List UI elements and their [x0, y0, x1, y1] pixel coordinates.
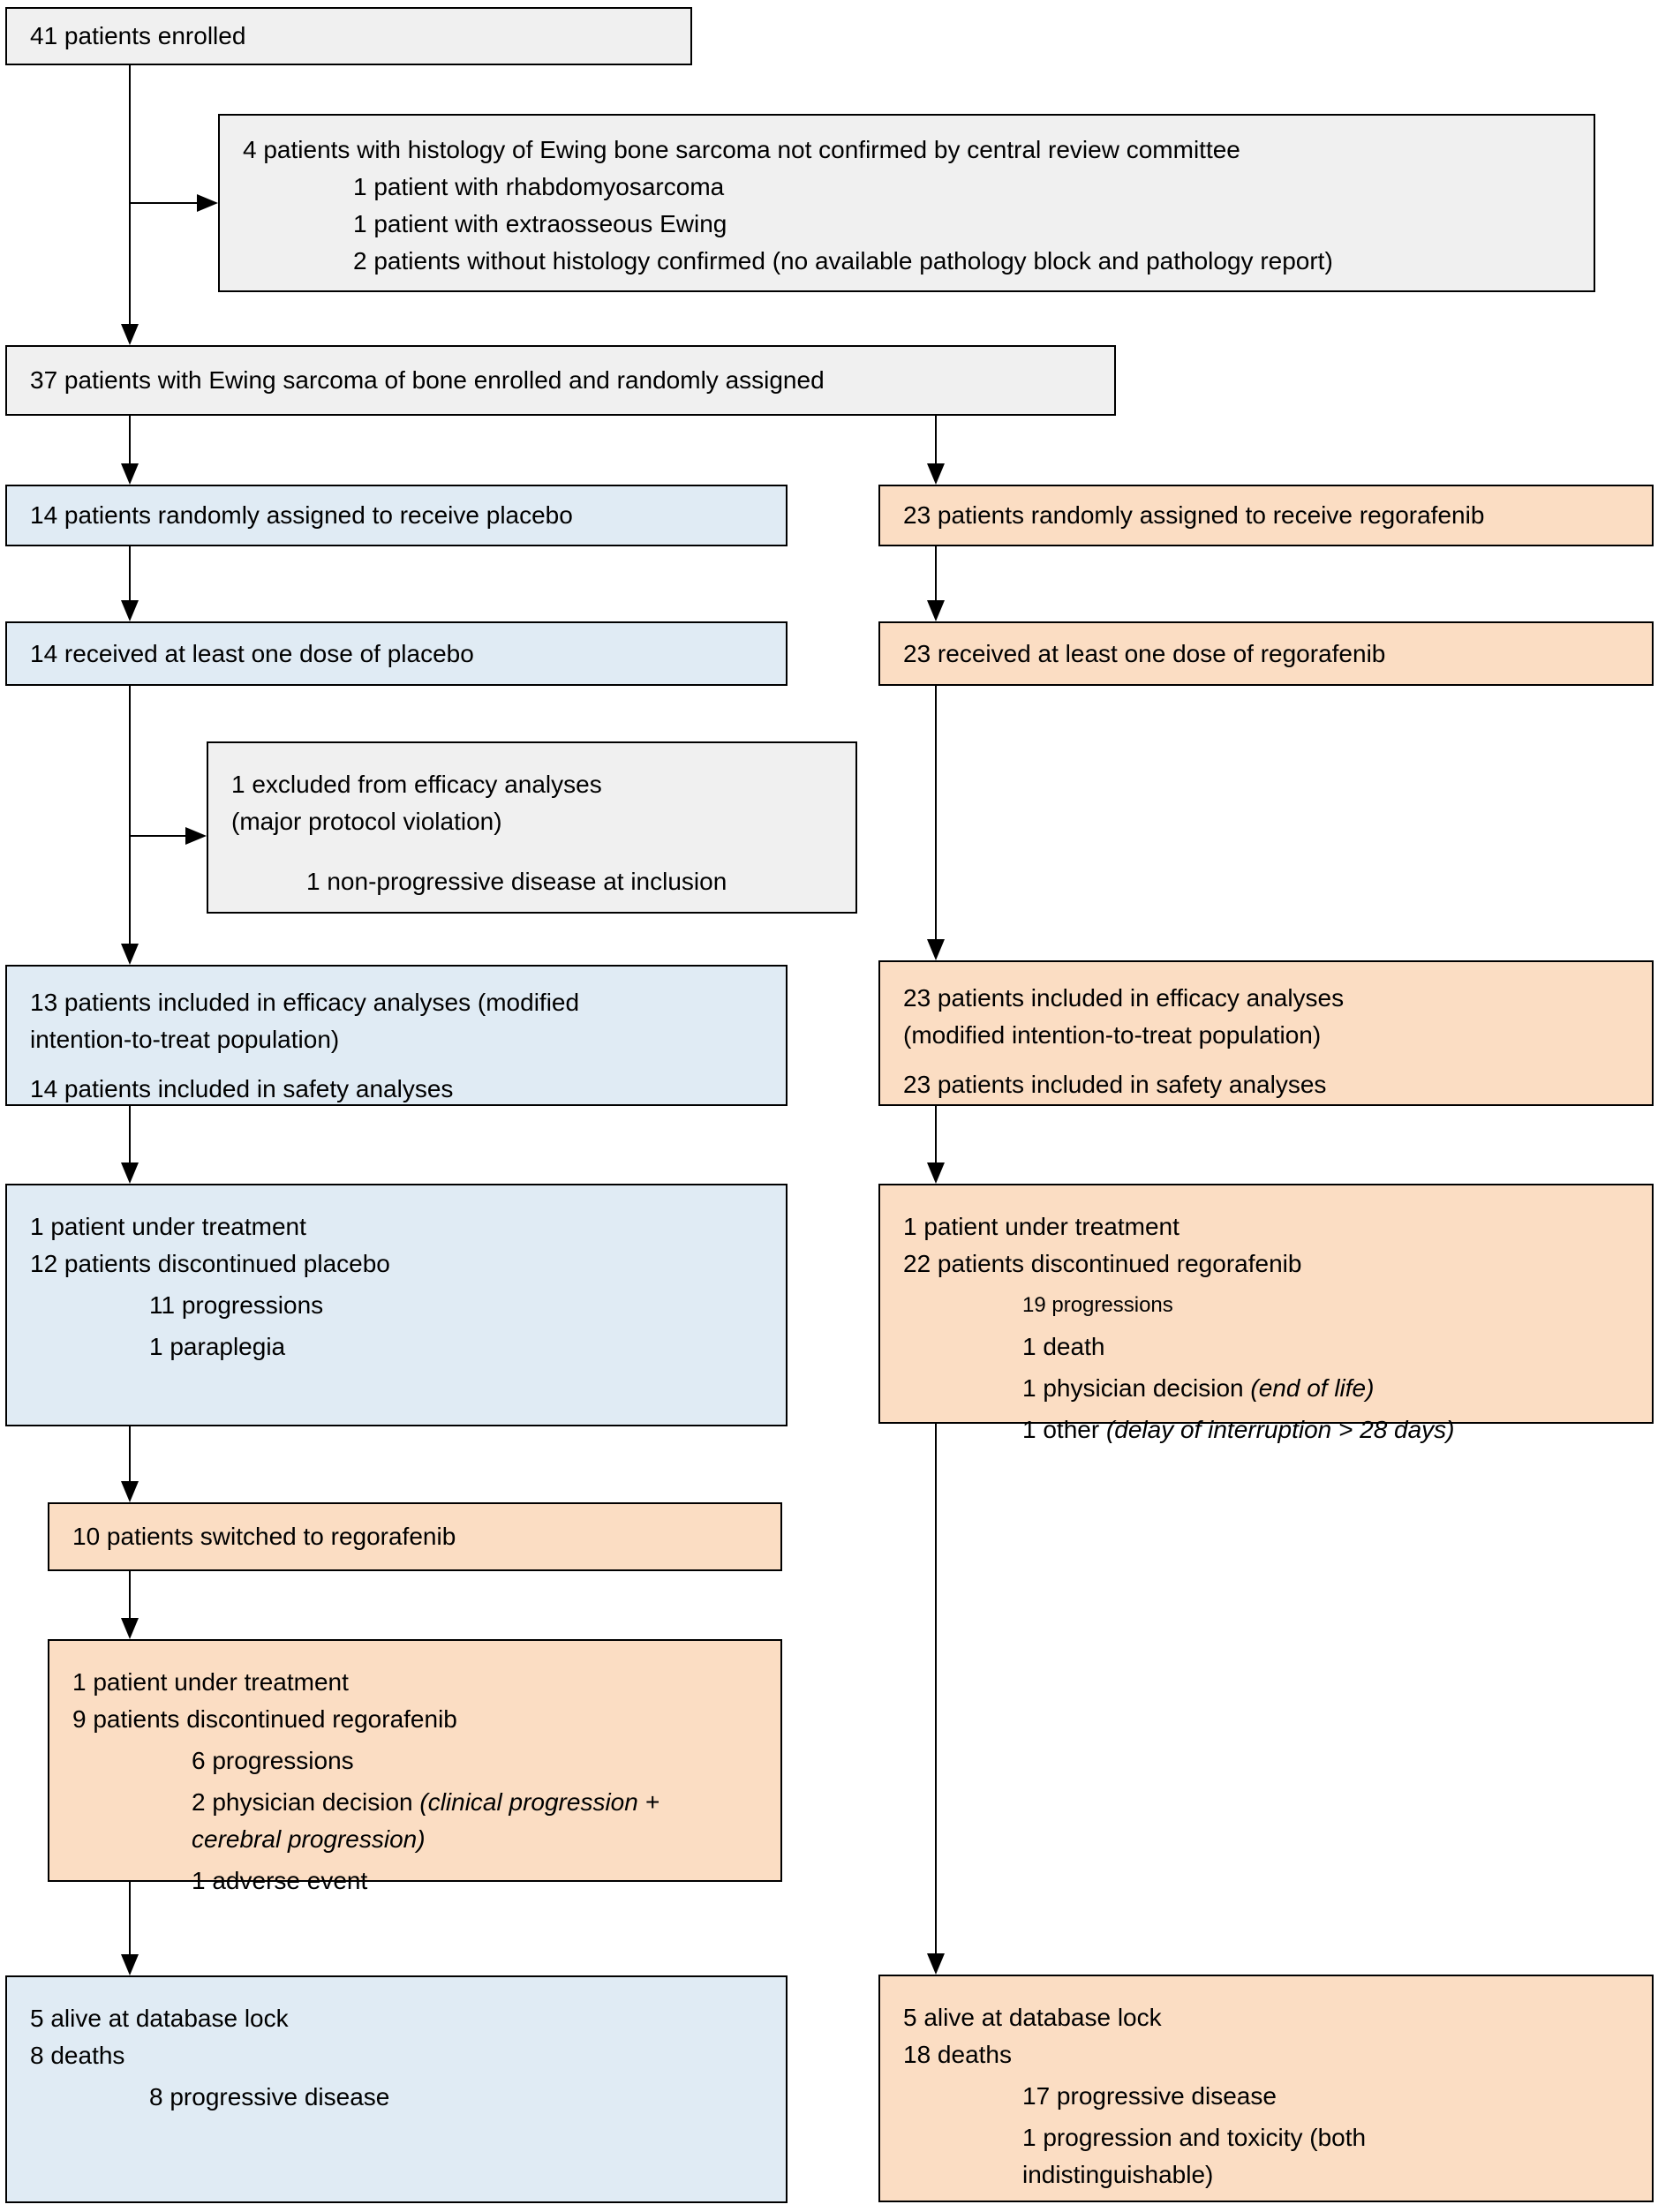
regorafenib-discontinued-sub4: [1022, 1411, 1629, 1448]
regorafenib-outcome-sub2-text: 1 progression and toxicity (both: [1022, 2124, 1367, 2151]
regorafenib-outcome-sub2-cont: indistinguishable): [1022, 2161, 1214, 2188]
box-histology-excluded: [218, 114, 1595, 292]
placebo-discontinued-line1: 1 patient under treatment: [30, 1213, 306, 1240]
placebo-dose-text: 14 received at least one dose of placebo: [30, 639, 474, 667]
box-placebo-discontinued: [5, 1184, 788, 1426]
arrow-head-rego-efficacy-to-discontinued: [927, 1162, 945, 1184]
arrow-head-rego-discontinued-to-outcome: [927, 1953, 945, 1975]
placebo-discontinued-sub2: 1 paraplegia: [149, 1333, 286, 1360]
efficacy-excluded-sub1: 1 non-progressive disease at inclusion: [306, 868, 727, 895]
box-switched: [48, 1502, 782, 1571]
histology-excluded-sub1: 1 patient with rhabdomyosarcoma: [353, 173, 725, 200]
box-placebo-assigned: [5, 485, 788, 546]
arrow-head-placebo-assigned-to-dose: [121, 600, 139, 621]
regorafenib-efficacy-line2: 23 patients included in safety analyses: [903, 1071, 1327, 1098]
arrow-line-placebo-dose-to-efficacy: [129, 686, 131, 945]
enrolled-text: 41 patients enrolled: [30, 22, 246, 49]
crossover-discontinued-sub2-italic-cont: cerebral progression): [192, 1825, 426, 1853]
arrow-head-crossover-to-placebo-outcome: [121, 1954, 139, 1975]
crossover-discontinued-sub2-italic: (clinical progression +: [419, 1788, 659, 1816]
placebo-outcome-line1: 5 alive at database lock: [30, 2005, 289, 2032]
arrow-head-switched-to-crossover: [121, 1618, 139, 1639]
crossover-discontinued-sub3: 1 adverse event: [192, 1867, 368, 1894]
box-regorafenib-assigned: [878, 485, 1654, 546]
regorafenib-discontinued-sub3-italic: (end of life): [1250, 1374, 1375, 1402]
regorafenib-discontinued-sub4-text: 1 other: [1022, 1416, 1100, 1443]
arrow-head-rego-assigned-to-dose: [927, 600, 945, 621]
regorafenib-outcome-sub2: [1022, 2119, 1629, 2193]
arrow-line-randomized-to-placebo-assigned: [129, 416, 131, 465]
arrow-head-placebo-dose-to-efficacy: [121, 944, 139, 965]
histology-excluded-line1: 4 patients with histology of Ewing bone sarcoma not confirmed by central review committee: [243, 136, 1240, 163]
regorafenib-outcome-sub1: 17 progressive disease: [1022, 2082, 1277, 2110]
regorafenib-assigned-text: 23 patients randomly assigned to receive regorafenib: [903, 501, 1485, 529]
placebo-assigned-text: 14 patients randomly assigned to receive placebo: [30, 501, 573, 529]
regorafenib-discontinued-sub3-text: 1 physician decision: [1022, 1374, 1244, 1402]
arrow-line-placebo-assigned-to-dose: [129, 546, 131, 602]
arrow-head-enrolled-to-randomized: [121, 324, 139, 345]
regorafenib-dose-text: 23 received at least one dose of regorafenib: [903, 639, 1386, 667]
switched-text: 10 patients switched to regorafenib: [72, 1523, 456, 1550]
placebo-efficacy-line1: 13 patients included in efficacy analyses (modified: [30, 989, 580, 1016]
placebo-discontinued-sub1: 11 progressions: [149, 1291, 324, 1319]
efficacy-excluded-line1: 1 excluded from efficacy analyses: [231, 771, 602, 798]
placebo-discontinued-line2: 12 patients discontinued placebo: [30, 1250, 390, 1277]
arrow-line-placebo-dose-to-efficacy-excluded: [130, 835, 185, 837]
regorafenib-efficacy-line1: 23 patients included in efficacy analyses: [903, 984, 1345, 1012]
regorafenib-efficacy-line1b: (modified intention-to-treat population): [903, 1021, 1322, 1049]
randomized-text: 37 patients with Ewing sarcoma of bone enrolled and randomly assigned: [30, 366, 825, 394]
arrow-head-rego-dose-to-efficacy: [927, 939, 945, 960]
arrow-head-placebo-efficacy-to-discontinued: [121, 1162, 139, 1184]
arrow-head-enrolled-to-histology-excluded: [197, 194, 218, 212]
crossover-discontinued-sub2-text: 2 physician decision: [192, 1788, 413, 1816]
regorafenib-discontinued-sub2: 1 death: [1022, 1333, 1105, 1360]
regorafenib-discontinued-sub1: 19 progressions: [1022, 1293, 1173, 1317]
arrow-line-crossover-to-placebo-outcome: [129, 1882, 131, 1956]
regorafenib-discontinued-line1: 1 patient under treatment: [903, 1213, 1179, 1240]
box-enrolled: [5, 7, 692, 65]
arrow-line-rego-dose-to-efficacy: [935, 686, 937, 941]
crossover-discontinued-sub1: 6 progressions: [192, 1747, 354, 1774]
box-randomized: [5, 345, 1116, 416]
arrow-head-placebo-dose-to-efficacy-excluded: [185, 827, 207, 845]
arrow-line-switched-to-crossover: [129, 1571, 131, 1620]
arrow-line-rego-efficacy-to-discontinued: [935, 1106, 937, 1164]
placebo-efficacy-line1b: intention-to-treat population): [30, 1026, 340, 1053]
regorafenib-discontinued-sub3: [1022, 1370, 1629, 1407]
arrow-line-rego-discontinued-to-outcome: [935, 1424, 937, 1955]
arrow-line-randomized-to-rego-assigned: [935, 416, 937, 465]
histology-excluded-sub3: 2 patients without histology confirmed (no available pathology block and pathology report): [353, 247, 1333, 275]
box-efficacy-excluded: [207, 741, 857, 914]
crossover-discontinued-line2: 9 patients discontinued regorafenib: [72, 1705, 457, 1733]
box-placebo-outcome: [5, 1975, 788, 2203]
regorafenib-discontinued-sub4-italic: (delay of interruption > 28 days): [1105, 1416, 1455, 1443]
placebo-efficacy-line2: 14 patients included in safety analyses: [30, 1075, 454, 1102]
arrow-head-placebo-discontinued-to-switched: [121, 1481, 139, 1502]
arrow-head-randomized-to-placebo-assigned: [121, 463, 139, 485]
arrow-line-placebo-efficacy-to-discontinued: [129, 1106, 131, 1164]
histology-excluded-sub2: 1 patient with extraosseous Ewing: [353, 210, 727, 237]
box-regorafenib-dose: [878, 621, 1654, 686]
placebo-outcome-line2: 8 deaths: [30, 2042, 125, 2069]
box-regorafenib-outcome: [878, 1975, 1654, 2202]
box-placebo-efficacy: [5, 965, 788, 1106]
box-placebo-dose: [5, 621, 788, 686]
arrow-line-placebo-discontinued-to-switched: [129, 1426, 131, 1483]
placebo-outcome-sub1: 8 progressive disease: [149, 2083, 390, 2110]
arrow-line-rego-assigned-to-dose: [935, 546, 937, 602]
crossover-discontinued-sub2: [192, 1784, 757, 1858]
efficacy-excluded-line2: (major protocol violation): [231, 808, 502, 835]
box-regorafenib-discontinued: [878, 1184, 1654, 1443]
regorafenib-outcome-line2: 18 deaths: [903, 2041, 1012, 2068]
arrow-line-enrolled-to-histology-excluded: [130, 202, 197, 204]
regorafenib-outcome-line1: 5 alive at database lock: [903, 2004, 1162, 2031]
box-regorafenib-efficacy: [878, 960, 1654, 1106]
crossover-discontinued-line1: 1 patient under treatment: [72, 1668, 349, 1696]
arrow-line-enrolled-to-randomized: [129, 65, 131, 324]
box-crossover-discontinued: [48, 1639, 782, 1894]
regorafenib-discontinued-line2: 22 patients discontinued regorafenib: [903, 1250, 1302, 1277]
arrow-head-randomized-to-rego-assigned: [927, 463, 945, 485]
